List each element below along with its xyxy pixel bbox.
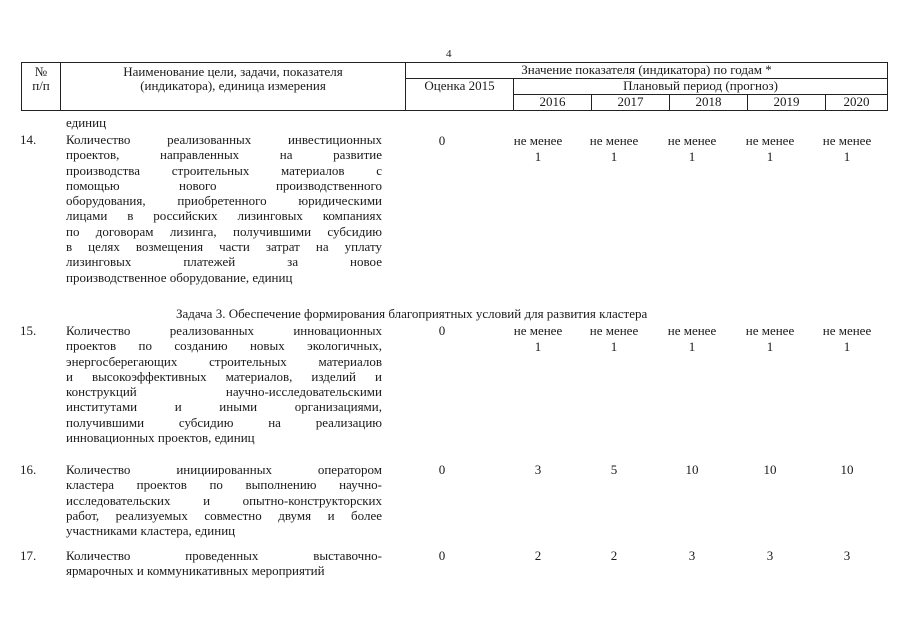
value-cell: 10 [685, 462, 699, 477]
value-cell: 3 [766, 548, 774, 563]
value-cell: не менее 1 [589, 323, 639, 354]
value-cell: 2 [534, 548, 542, 563]
estimate-value: 0 [438, 548, 446, 563]
row-number: 15. [20, 323, 37, 338]
row-number: 14. [20, 132, 37, 147]
header-year: 2017 [592, 95, 670, 111]
header-col-values: Значение показателя (индикатора) по годам * [406, 63, 888, 79]
value-cell: не менее 1 [822, 323, 872, 354]
header-year: 2018 [670, 95, 748, 111]
header-col-plan: Плановый период (прогноз) [514, 79, 888, 95]
header-col-name: Наименование цели, задачи, показателя (индикатора), единица измерения [61, 63, 406, 111]
task-heading: Задача 3. Обеспечение формирования благоприятных условий для развития кластера [176, 306, 648, 321]
header-year: 2016 [514, 95, 592, 111]
header-year: 2020 [826, 95, 888, 111]
value-cell: 2 [610, 548, 618, 563]
value-cell: не менее 1 [513, 133, 563, 164]
value-cell: не менее 1 [822, 133, 872, 164]
indicator-name: Количество реализованных инвестиционных проектов, направленных на развитие производства строительных материалов с помощью нового производственного оборудования, приобретенного юридическими лицами в российских лизинговых компаниях по договорам лизинга, получившими субсидию в целях возмещения части затрат на уплату лизинговых платежей за новое производственное оборудование, единиц [66, 132, 382, 285]
page-number: 4 [446, 48, 452, 60]
indicator-name: Количество реализованных инновационных проектов по созданию новых экологичных, энергосберегающих строительных материалов и высокоэффективных материалов, изделий и конструкций научно-исследовательскими институтами и иными организациями, получившими субсидию на реализацию инновационных проектов, единиц [66, 323, 382, 446]
value-cell: не менее 1 [745, 133, 795, 164]
header-col-estimate: Оценка 2015 [406, 79, 514, 111]
estimate-value: 0 [438, 133, 446, 148]
value-cell: не менее 1 [513, 323, 563, 354]
value-cell: 3 [843, 548, 851, 563]
header-year: 2019 [748, 95, 826, 111]
estimate-value: 0 [438, 323, 446, 338]
table-header [21, 62, 888, 111]
value-cell: 10 [840, 462, 854, 477]
value-cell: не менее 1 [667, 133, 717, 164]
value-cell: 3 [688, 548, 696, 563]
estimate-value: 0 [438, 462, 446, 477]
value-cell: 10 [763, 462, 777, 477]
value-cell: 5 [610, 462, 618, 477]
value-cell: не менее 1 [745, 323, 795, 354]
row-number: 16. [20, 462, 37, 477]
indicator-name: Количество инициированных оператором кластера проектов по выполнению научно- исследовательских и опытно-конструкторских работ, реализуемых совместно двумя и более участниками кластера, единиц [66, 462, 382, 539]
indicator-name: Количество проведенных выставочно- ярмарочных и коммуникативных мероприятий [66, 548, 382, 579]
value-cell: 3 [534, 462, 542, 477]
row-number: 17. [20, 548, 37, 563]
header-col-number: № п/п [22, 63, 61, 111]
value-cell: не менее 1 [589, 133, 639, 164]
value-cell: не менее 1 [667, 323, 717, 354]
carryover-text: единиц [66, 115, 107, 130]
